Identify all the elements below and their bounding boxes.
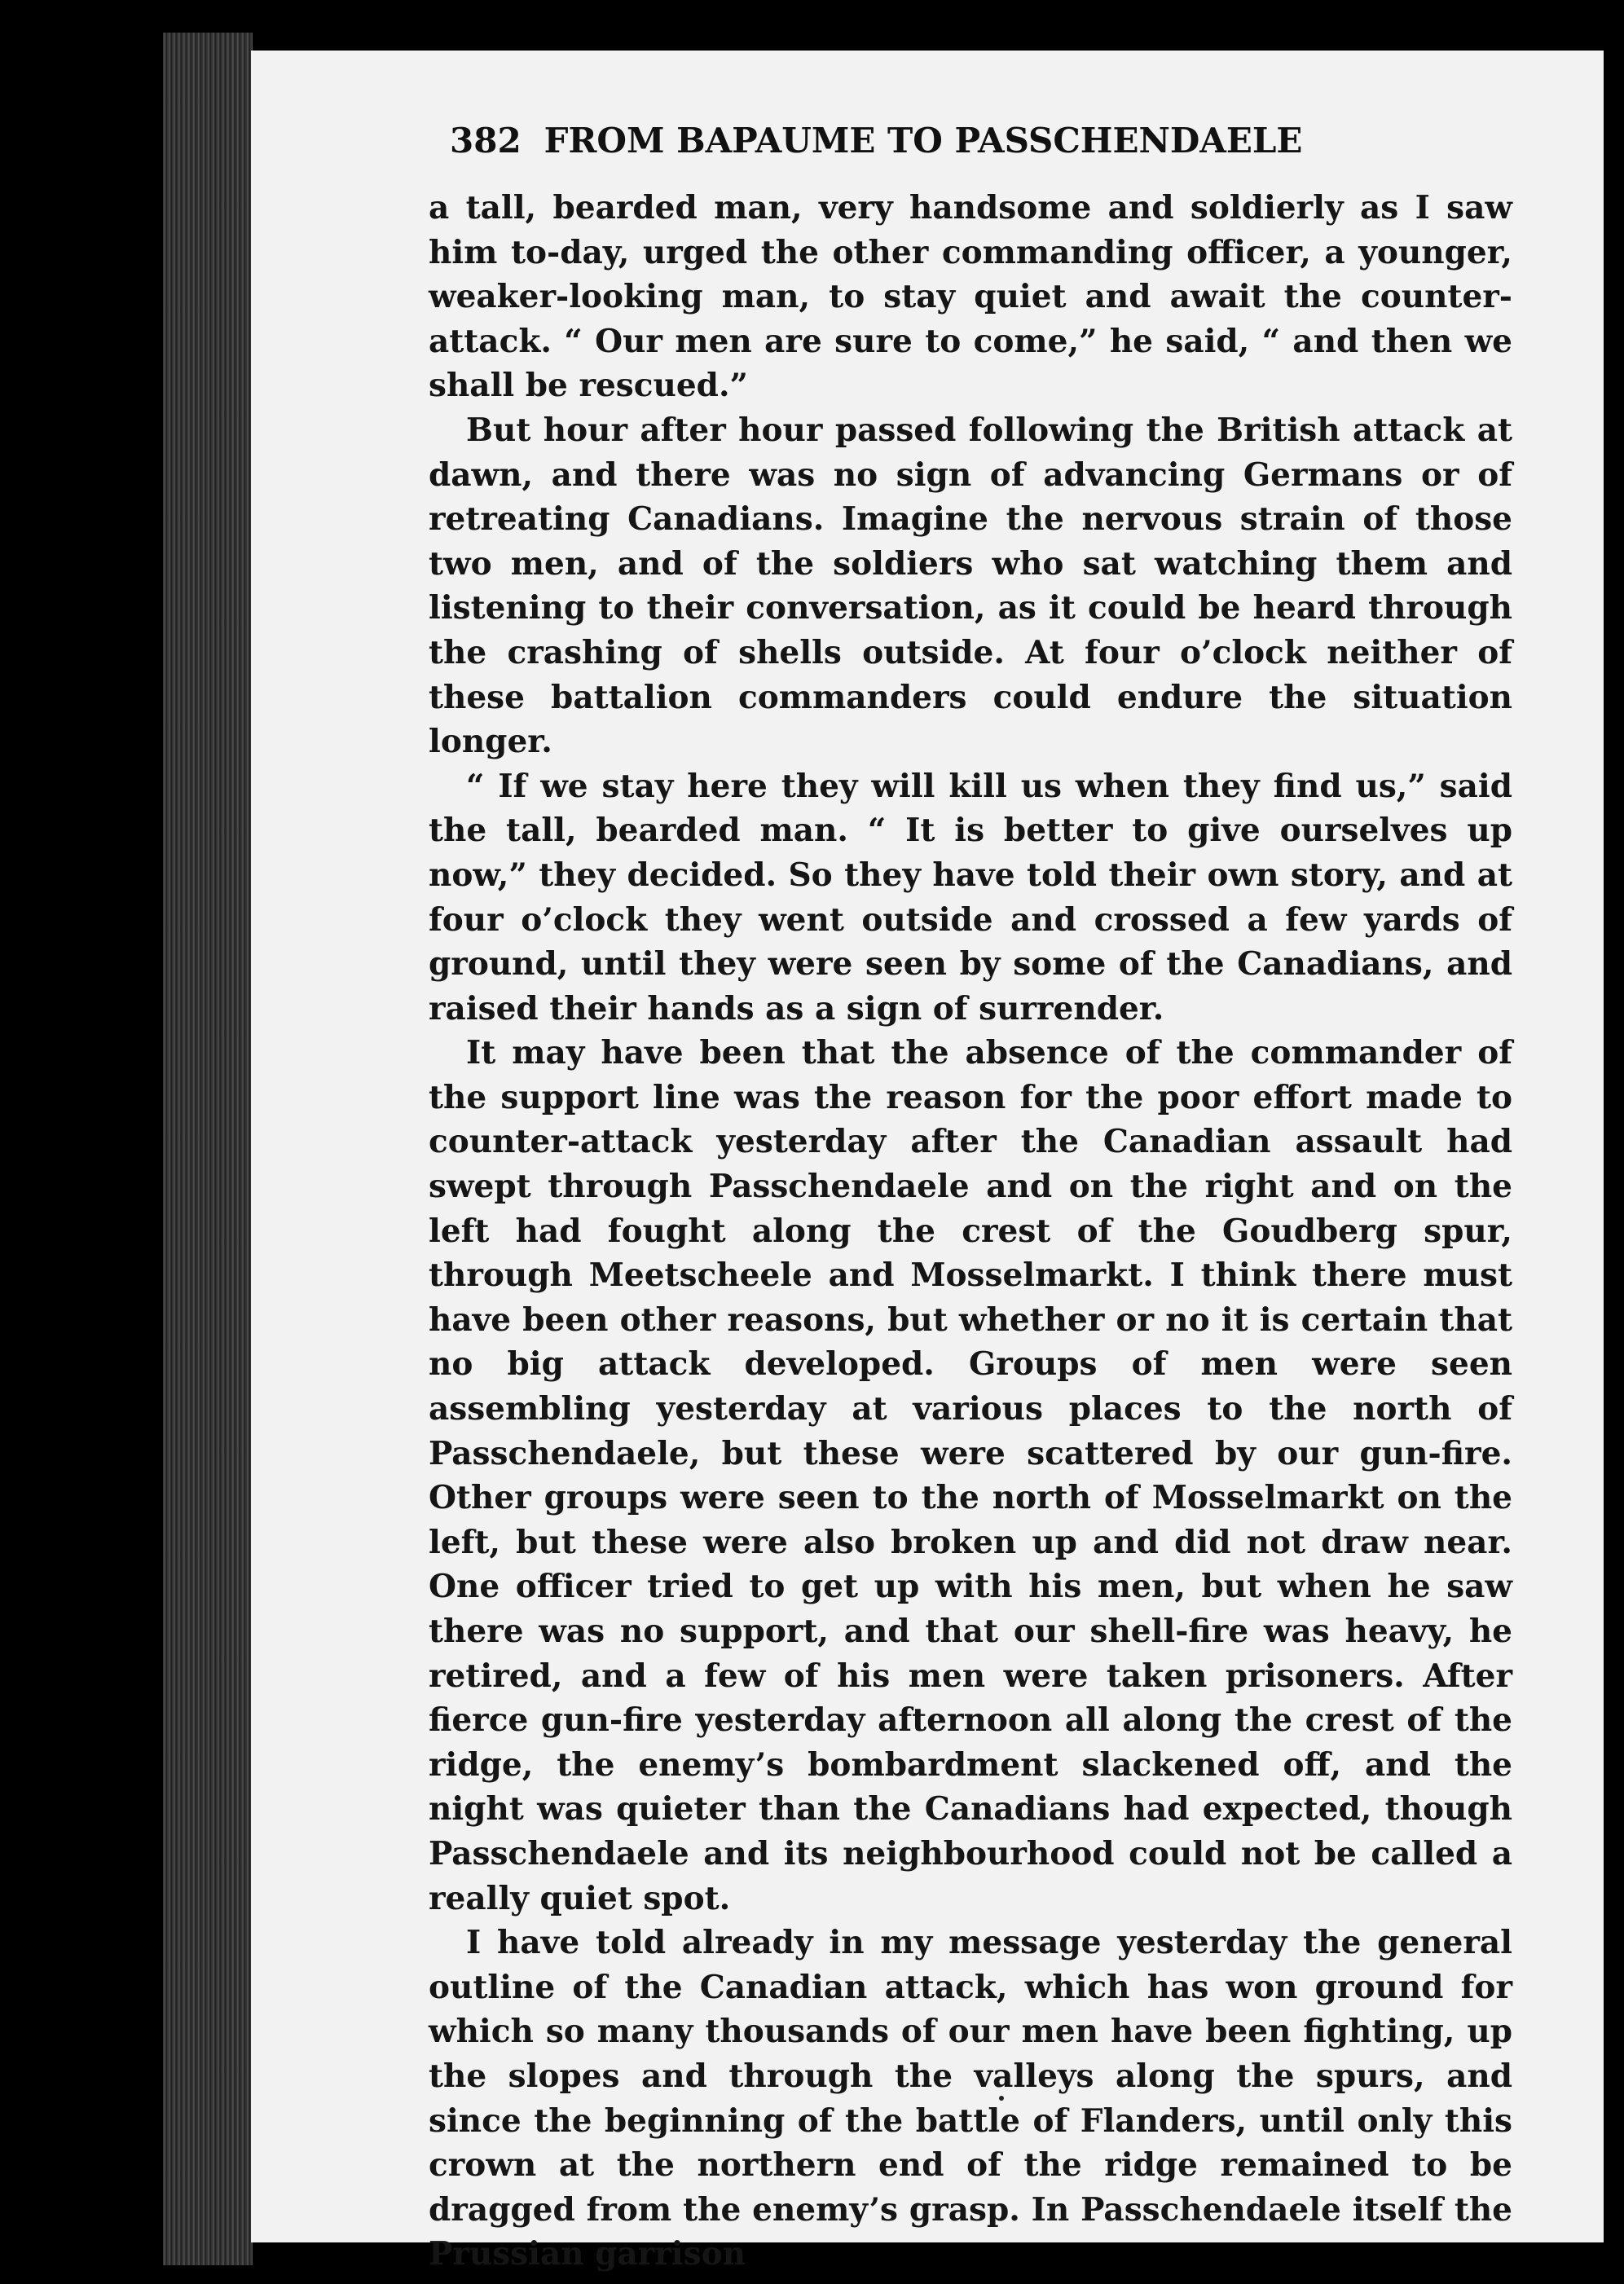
running-header bbox=[450, 121, 1444, 161]
paragraph-5: I have told already in my message yesterday the general outline of the Canadian attack, which has won ground for which so many thousands of our men have been fighting, up the slopes and through the valleys along the spurs, and since the beginning of the battle of Flanders, until only this crown at the northern end of the ridge remained to be dragged from the enemy’s grasp. In Passchendaele itself the Prussian garrison bbox=[429, 1924, 1512, 2273]
body-text bbox=[429, 186, 1512, 2277]
paragraph-1: a tall, bearded man, very handsome and soldierly as I saw him to-day, urged the other commanding officer, a younger, weaker-looking man, to stay quiet and await the counter-attack. “ Our men are sure to come,” he said, “ and then we shall be rescued.” bbox=[429, 189, 1512, 405]
page-number: 382 bbox=[450, 121, 522, 161]
ink-speck bbox=[999, 2096, 1004, 2101]
book-spine-edge bbox=[163, 33, 253, 2265]
paragraph-2: But hour after hour passed following the British attack at dawn, and there was no sign of advancing Germans or of retreating Canadians. Imagine the nervous strain of those two men, and of the soldiers who sat watching them and listening to their conversation, as it could be heard through the crashing of shells outside. At four o’clock neither of these battalion commanders could endure the situation longer. bbox=[429, 411, 1512, 761]
paragraph-3: “ If we stay here they will kill us when they find us,” said the tall, bearded man. “ It is better to give ourselves up now,” they decided. So they have told their own story, and at four o’clock they went outside and crossed a few yards of ground, until they were seen by some of the Canadians, and raised their hands as a sign of surrender. bbox=[429, 767, 1512, 1028]
running-title: FROM BAPAUME TO PASSCHENDAELE bbox=[544, 121, 1303, 161]
paragraph-4: It may have been that the absence of the commander of the support line was the reason for the poor effort made to counter-attack yesterday after the Canadian assault had swept through Passchendaele and on the right and on the left had fought along the crest of the Goudberg spur, through Meetscheele and Mosselmarkt. I think there must have been other reasons, but whether or no it is certain that no big attack developed. Groups of men were seen assembling yesterday at various places to the north of Passchendaele, but these were scattered by our gun-fire. Other groups were seen to the north of Mosselmarkt on the left, but these were also broken up and did not draw near. One officer tried to get up with his men, but when he saw there was no support, and that our shell-fire was heavy, he retired, and a few of his men were taken prisoners. After fierce gun-fire yesterday afternoon all along the crest of the ridge, the enemy’s bombardment slackened off, and the night was quieter than the Canadians had expected, though Passchendaele and its neighbourhood could not be called a really quiet spot. bbox=[429, 1034, 1512, 1917]
